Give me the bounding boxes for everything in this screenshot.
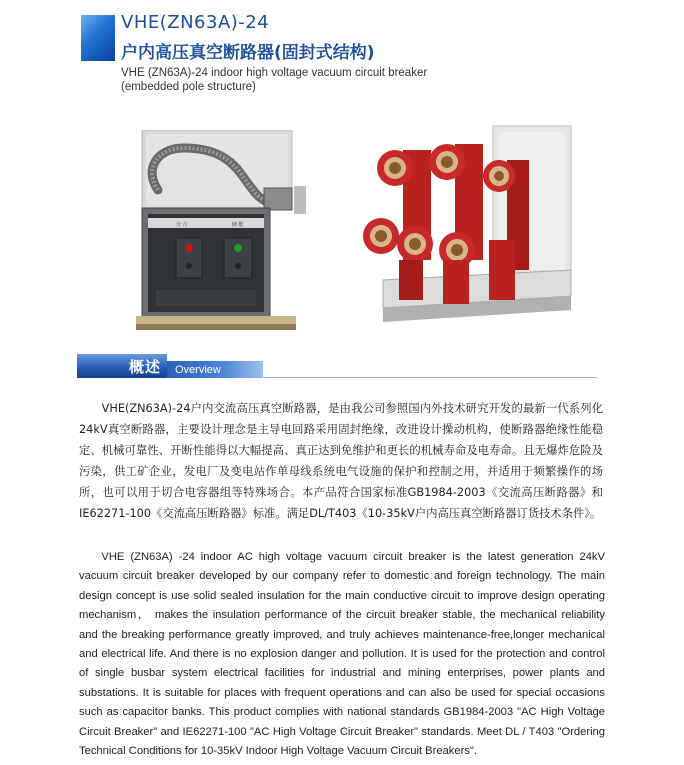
product-title-cn: 户内高压真空断路器(固封式结构) bbox=[121, 43, 375, 63]
subtitle-line-1: VHE (ZN63A)-24 indoor high voltage vacuum circuit breaker bbox=[121, 67, 428, 79]
description-en: VHE (ZN63A) -24 indoor AC high voltage vacuum circuit breaker is the latest generation 24kV vacuum circuit breaker developed by our company refer to domestic and foreign technology. The main design concept is use solid sealed insulation for the main conductive circuit to improve design operating mechanism， makes the insulation performance of the circuit breaker stable, the mechanical reliability and the breaking performance greatly improved, and truly achieves maintenance-free,longer mechanical and electrical life. And there is no explosion danger and pollution. It is used for the protection and control of single busbar system electrical facilities for industrial and mining enterprises, power plants and substations. It is suitable for places with frequent operations and can also be used for special occasions such as capacitor banks. This product complies with national standards GB1984-2003 "AC High Voltage Circuit Breaker" and IE62271-100 "AC High Voltage Circuit Breaker" standards. Meet DL / T403 "Ordering Technical Conditions for 10-35kV Indoor High Voltage Vacuum Circuit Breakers". bbox=[79, 551, 605, 758]
overview-divider bbox=[263, 377, 597, 378]
overview-heading-en: Overview bbox=[175, 364, 221, 376]
svg-text:储 能: 储 能 bbox=[232, 222, 244, 228]
circuit-breaker-front-image bbox=[136, 130, 336, 335]
svg-text:分 合: 分 合 bbox=[176, 222, 188, 228]
product-title-en: VHE(ZN63A)-24 bbox=[121, 12, 270, 33]
circuit-breaker-poles-image bbox=[343, 120, 576, 335]
description-cn: VHE(ZN63A)-24户内交流高压真空断路器，是由我公司参照国内外技术研究开发的最新一代系列化24kV真空断路器，主要设计理念是主导电回路采用固封绝缘，改进设计操动机构，使断路器绝缘性能稳定、机械可靠性、开断性能得以大幅提高、真正达到免维护和更长的机械寿命及电寿命。且无爆炸危险及污染，供工矿企业，发电厂及变电站作单母线系统电气设施的保护和控制之用，并适用于频繁操作的场所，也可以用于切合电容器组等特殊场合。本产品符合国家标准GB1984-2003《交流高压断路器》和IE62271-100《交流高压断路器》标准。满足DL/T403《10-35kV户内高压真空断路器订货技术条件》。 bbox=[79, 402, 603, 520]
product-subtitle bbox=[121, 66, 501, 94]
subtitle-line-2: (embedded pole structure) bbox=[121, 81, 256, 93]
brand-color-block bbox=[81, 15, 115, 61]
overview-heading-cn: 概述 bbox=[129, 358, 162, 376]
